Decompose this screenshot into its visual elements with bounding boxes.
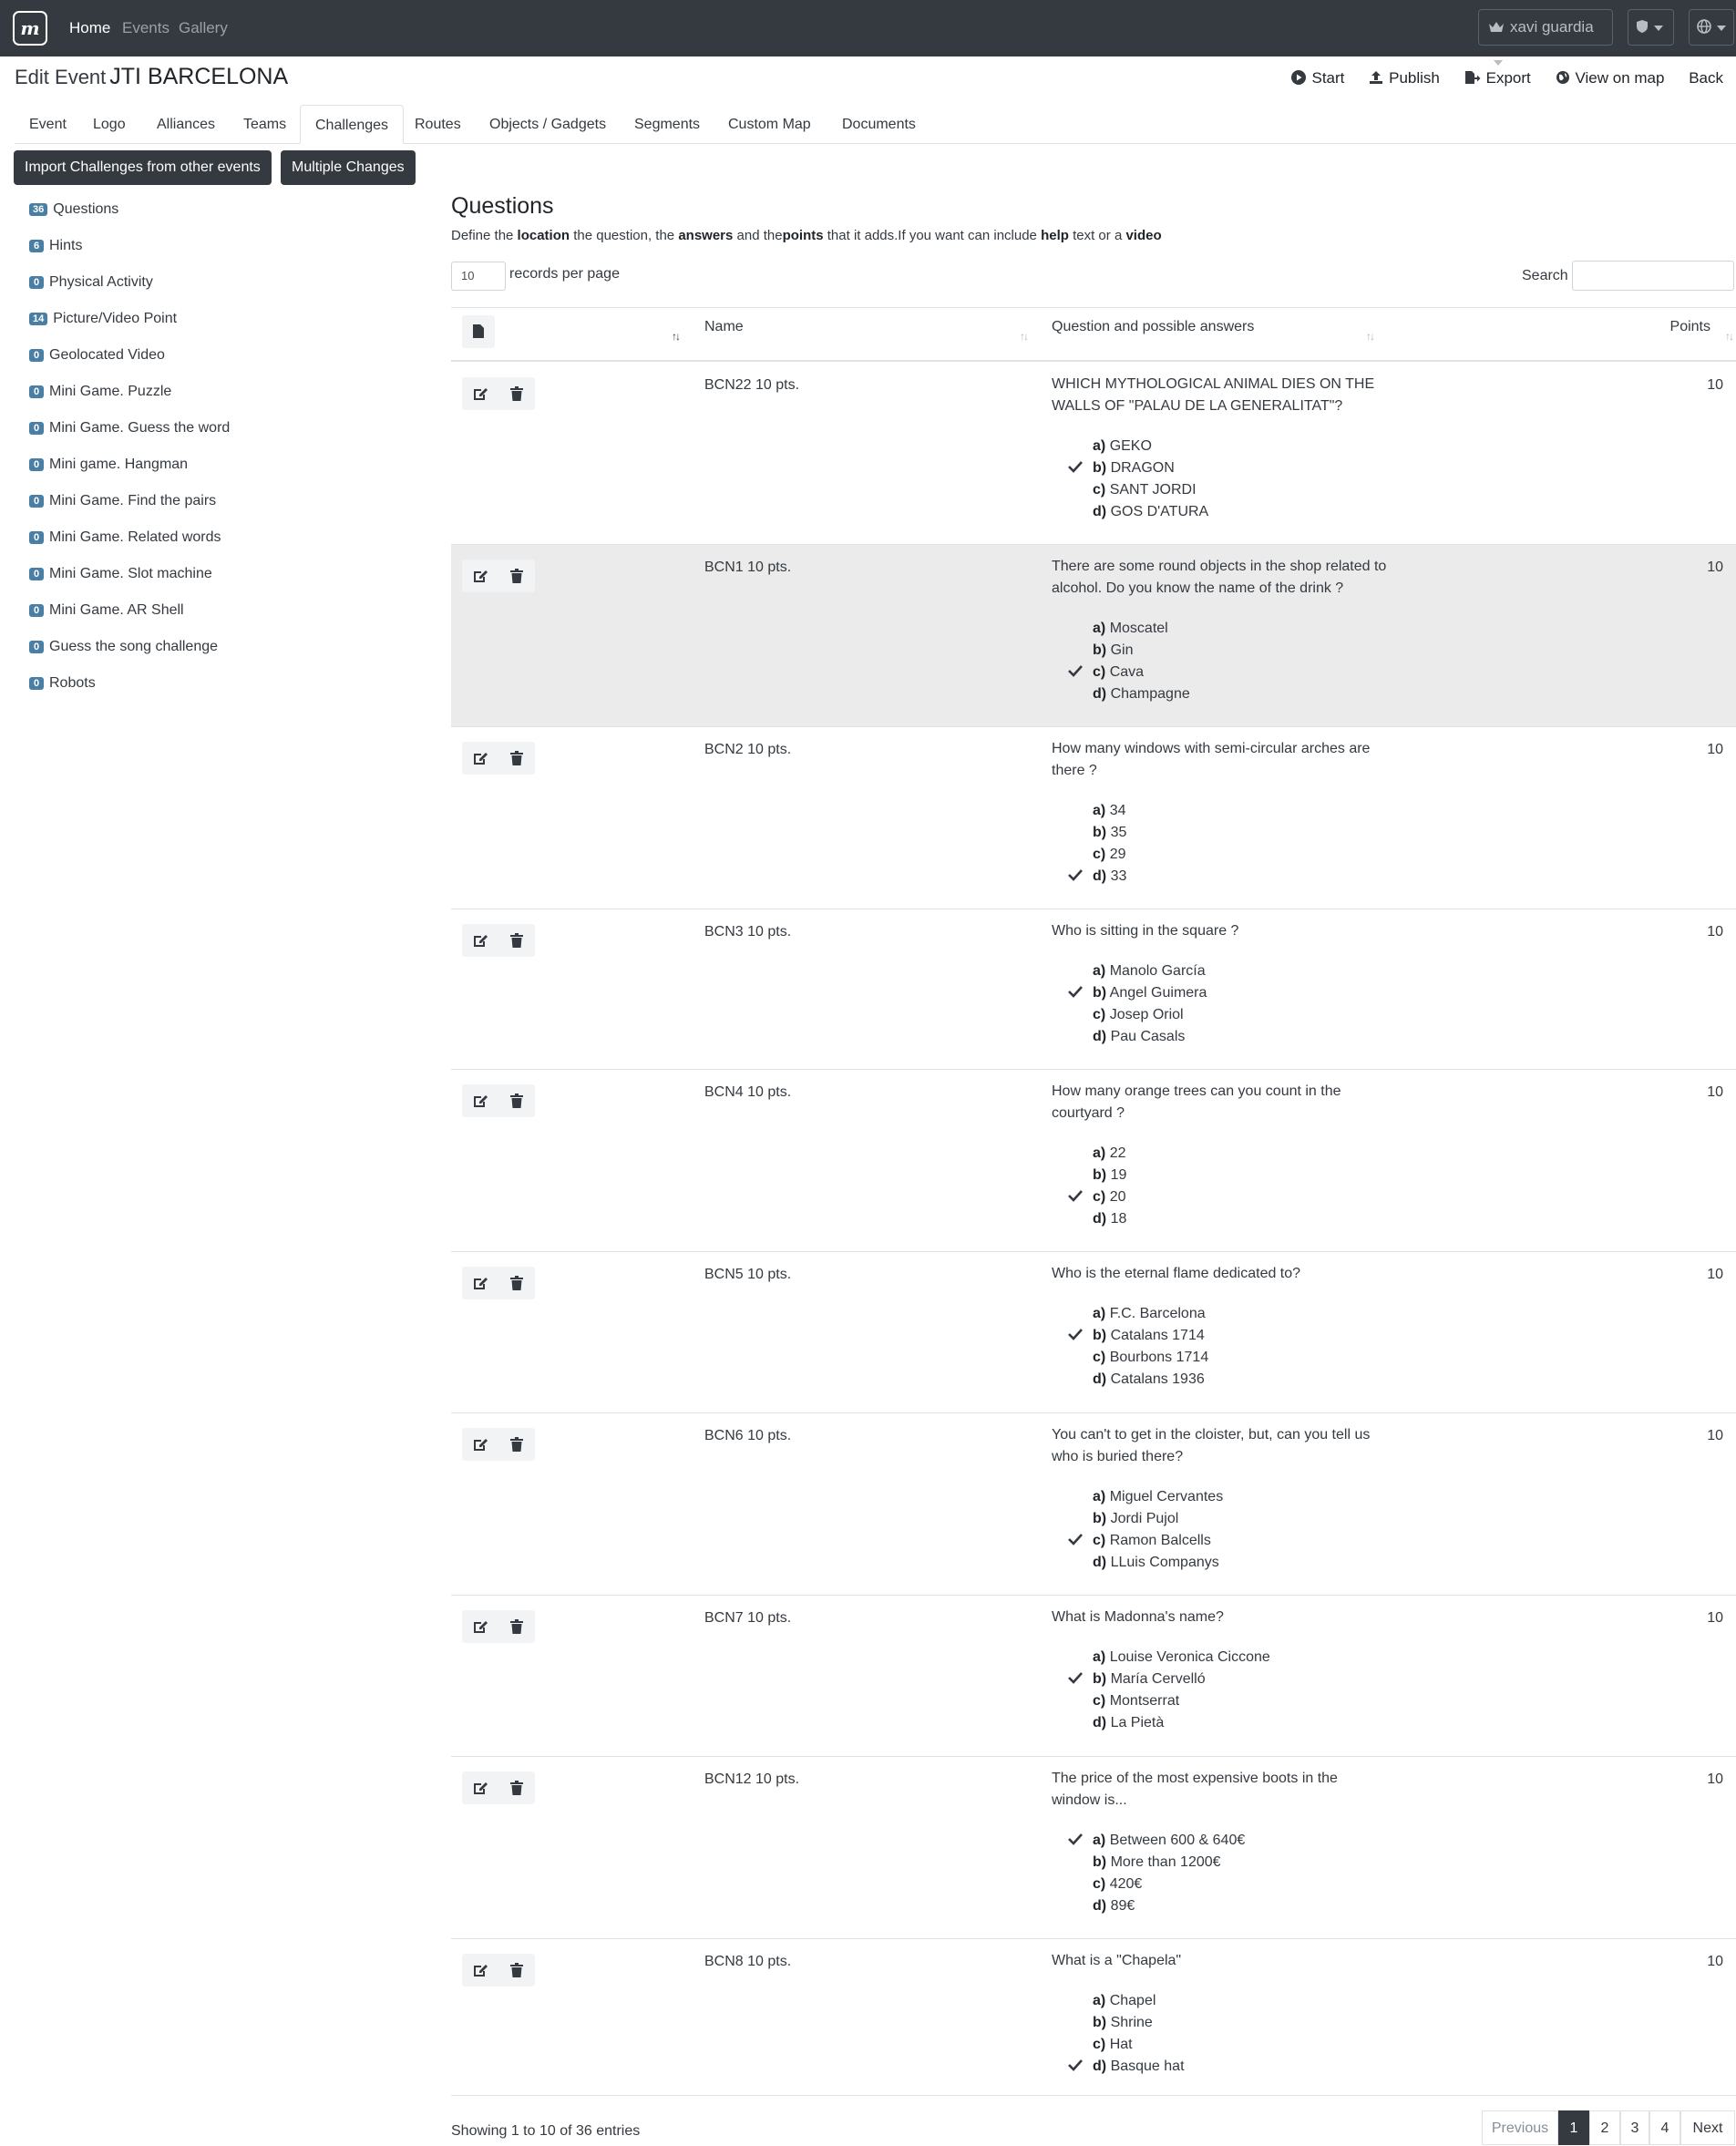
count-badge: 0 [29, 385, 44, 398]
header-actions [1271, 69, 1723, 87]
trash-icon [510, 1437, 523, 1452]
answer-option: d) 89€ [1093, 1898, 1135, 1914]
table-row [451, 727, 1736, 909]
answer-option: c) Bourbons 1714 [1093, 1350, 1209, 1365]
points-value: 10 [1707, 924, 1723, 940]
table-row [451, 909, 1736, 1070]
sort-icon[interactable]: ↑↓ [1725, 330, 1732, 343]
export-button[interactable] [1464, 69, 1531, 87]
sidebar-item-label: Mini Game. Slot machine [49, 566, 212, 581]
sidebar-item-guess-the-song[interactable] [29, 639, 218, 655]
answer-option: c) 20 [1088, 1186, 1126, 1208]
edit-icon [473, 1963, 489, 1977]
edit-icon [473, 1781, 489, 1795]
count-badge: 0 [29, 495, 44, 508]
sidebar-item-slot-machine[interactable] [29, 566, 212, 582]
back-link[interactable]: Back [1689, 69, 1723, 87]
answer-option: d) GOS D'ATURA [1093, 504, 1209, 519]
sidebar-item-hangman[interactable] [29, 457, 188, 473]
column-header-question[interactable]: Question and possible answers [1052, 319, 1255, 334]
count-badge: 0 [29, 604, 44, 617]
answer-option: b) Jordi Pujol [1093, 1511, 1179, 1526]
answer-option: d) 33 [1088, 866, 1126, 888]
answer-option: b) Catalans 1714 [1088, 1325, 1208, 1347]
tab-challenges[interactable]: Challenges [300, 105, 404, 144]
sidebar-item-label: Mini game. Hangman [49, 457, 189, 472]
edit-button[interactable] [462, 1610, 498, 1643]
edit-button[interactable] [462, 742, 498, 775]
edit-button[interactable] [462, 560, 498, 592]
edit-button[interactable] [462, 1084, 498, 1117]
check-icon [1068, 1671, 1083, 1684]
records-per-page-select[interactable]: 10 [451, 262, 506, 291]
answer-list [1088, 436, 1208, 523]
row-actions [462, 377, 535, 410]
sidebar-item-label: Mini Game. Puzzle [49, 384, 172, 399]
page-title-prefix: Edit Event [15, 66, 107, 88]
answer-option: c) Montserrat [1093, 1693, 1180, 1709]
delete-button[interactable] [498, 1610, 535, 1643]
challenge-name: BCN7 10 pts. [704, 1610, 792, 1626]
question-text: Who is sitting in the square ? [1052, 923, 1239, 939]
table-row [451, 545, 1736, 727]
sidebar-item-guess-the-word[interactable] [29, 420, 230, 436]
shield-icon [1636, 19, 1649, 34]
check-icon [1068, 1189, 1083, 1202]
question-text: The price of the most expensive boots in the window is... [1052, 1771, 1338, 1808]
challenge-name: BCN12 10 pts. [704, 1771, 800, 1787]
count-badge: 36 [29, 203, 47, 216]
answer-option: b) María Cervelló [1088, 1669, 1270, 1690]
brand-logo[interactable]: m [13, 11, 47, 46]
count-badge: 0 [29, 677, 44, 690]
table-row [451, 1252, 1736, 1413]
answer-option: d) LLuis Companys [1093, 1555, 1219, 1570]
challenge-name: BCN2 10 pts. [704, 742, 792, 757]
answer-option: b) 19 [1093, 1167, 1127, 1183]
edit-button[interactable] [462, 1267, 498, 1299]
section-description: Define the location the question, the answers and thepoints that it adds.If you want can include help text or a video [451, 228, 1162, 243]
answer-option: a) 22 [1093, 1145, 1126, 1161]
sidebar-item-robots[interactable] [29, 675, 96, 692]
tab-custom-map[interactable]: Custom Map [728, 117, 811, 132]
challenge-name: BCN3 10 pts. [704, 924, 792, 940]
answer-option: a) F.C. Barcelona [1093, 1306, 1206, 1321]
answer-list [1088, 1486, 1223, 1574]
user-name: xavi guardia [1510, 18, 1594, 36]
row-actions [462, 1428, 535, 1461]
file-export-icon [1464, 70, 1481, 85]
tab-routes[interactable]: Routes [415, 117, 461, 132]
count-badge: 0 [29, 641, 44, 653]
trash-icon [510, 1963, 523, 1977]
sidebar-item-picture-video-point[interactable] [29, 311, 177, 327]
edit-button[interactable] [462, 377, 498, 410]
challenge-name: BCN4 10 pts. [704, 1084, 792, 1100]
answer-list [1088, 960, 1207, 1048]
sidebar-item-label: Guess the song challenge [49, 639, 219, 654]
table-header [451, 307, 1736, 362]
sidebar-item-label: Mini Game. AR Shell [49, 602, 184, 618]
points-value: 10 [1707, 742, 1723, 757]
edit-icon [473, 569, 489, 583]
row-actions [462, 924, 535, 957]
count-badge: 0 [29, 422, 44, 435]
sidebar-item-ar-shell[interactable] [29, 602, 184, 619]
check-icon [1068, 664, 1083, 677]
row-actions [462, 1610, 535, 1643]
points-value: 10 [1707, 1428, 1723, 1443]
check-icon [1068, 1833, 1083, 1845]
nav-events-link[interactable]: Events [122, 19, 169, 36]
answer-option: c) Hat [1093, 2037, 1133, 2052]
search-label: Search [1522, 268, 1568, 283]
edit-icon [473, 1437, 489, 1452]
view-on-map-button[interactable] [1556, 69, 1665, 87]
pagination-page-2[interactable]: 2 [1589, 2110, 1620, 2145]
multiple-changes-button[interactable]: Multiple Changes [281, 150, 416, 185]
answer-option: a) Louise Veronica Ciccone [1093, 1649, 1270, 1665]
globe-icon [1697, 19, 1711, 34]
edit-button[interactable] [462, 1428, 498, 1461]
count-badge: 0 [29, 276, 44, 289]
sidebar-item-label: Physical Activity [49, 274, 153, 290]
sidebar-item-label: Robots [49, 675, 96, 691]
question-text: WHICH MYTHOLOGICAL ANIMAL DIES ON THE WALLS OF "PALAU DE LA GENERALITAT"? [1052, 376, 1375, 414]
sidebar-item-related-words[interactable] [29, 529, 221, 546]
answer-option: b) More than 1200€ [1093, 1854, 1221, 1870]
search-input[interactable] [1572, 261, 1734, 291]
answer-list [1088, 1143, 1126, 1230]
edit-icon [473, 933, 489, 948]
answer-option: b) DRAGON [1088, 457, 1208, 479]
delete-button[interactable] [498, 1084, 535, 1117]
entries-info: Showing 1 to 10 of 36 entries [451, 2123, 641, 2139]
play-circle-icon [1291, 70, 1306, 85]
sort-icon[interactable]: ↑↓ [1020, 330, 1027, 343]
count-badge: 0 [29, 568, 44, 580]
records-per-page-label: records per page [509, 266, 620, 282]
points-value: 10 [1707, 560, 1723, 575]
answer-option: d) Champagne [1093, 686, 1190, 702]
sidebar-item-label: Mini Game. Related words [49, 529, 221, 545]
tab-event[interactable]: Event [29, 117, 67, 132]
delete-button[interactable] [498, 924, 535, 957]
sidebar-item-physical-activity[interactable] [29, 274, 153, 291]
sidebar-item-puzzle[interactable] [29, 384, 171, 400]
check-icon [1068, 2059, 1083, 2071]
answer-list [1088, 618, 1190, 705]
publish-button[interactable] [1369, 69, 1440, 87]
sidebar-item-hints[interactable] [29, 238, 82, 254]
trash-icon [510, 1619, 523, 1634]
upload-icon [1369, 70, 1383, 85]
answer-list [1088, 800, 1126, 888]
answer-list [1088, 1990, 1185, 2078]
challenge-name: BCN8 10 pts. [704, 1954, 792, 1969]
points-value: 10 [1707, 1771, 1723, 1787]
page-title [15, 64, 288, 90]
question-text: What is Madonna's name? [1052, 1609, 1224, 1625]
publish-label: Publish [1389, 69, 1440, 87]
edit-button[interactable] [462, 1954, 498, 1987]
event-tabs [15, 105, 1736, 144]
answer-list [1088, 1830, 1245, 1917]
delete-button[interactable] [498, 377, 535, 410]
chevron-down-icon [1494, 60, 1503, 66]
delete-button[interactable] [498, 1771, 535, 1804]
answer-option: a) GEKO [1093, 438, 1152, 454]
count-badge: 0 [29, 531, 44, 544]
check-icon [1068, 868, 1083, 881]
edit-button[interactable] [462, 1771, 498, 1804]
export-label: Export [1485, 69, 1531, 87]
column-header-name[interactable]: Name [704, 319, 744, 334]
answer-option: a) Miguel Cervantes [1093, 1489, 1224, 1504]
edit-icon [473, 1619, 489, 1634]
sidebar-item-geolocated-video[interactable] [29, 347, 165, 364]
row-actions [462, 1771, 535, 1804]
tab-documents[interactable]: Documents [842, 117, 916, 132]
check-icon [1068, 460, 1083, 473]
globe-icon [1556, 70, 1570, 85]
role-menu-button[interactable] [1628, 9, 1674, 46]
answer-option: c) 29 [1093, 847, 1126, 862]
answer-option: a) Moscatel [1093, 621, 1168, 636]
challenge-name: BCN22 10 pts. [704, 377, 800, 393]
nav-gallery-link[interactable]: Gallery [179, 19, 228, 36]
answer-option: a) 34 [1093, 803, 1126, 818]
edit-icon [473, 386, 489, 401]
question-text: You can't to get in the cloister, but, can you tell us who is buried there? [1052, 1427, 1371, 1464]
pagination-page-4[interactable]: 4 [1649, 2110, 1680, 2145]
answer-list [1088, 1647, 1270, 1734]
edit-button[interactable] [462, 924, 498, 957]
sort-icon[interactable]: ↑↓ [1366, 330, 1373, 343]
row-actions [462, 742, 535, 775]
event-name: JTI BARCELONA [109, 64, 289, 89]
points-value: 10 [1707, 1610, 1723, 1626]
delete-button[interactable] [498, 1954, 535, 1987]
pagination-page-3[interactable]: 3 [1620, 2110, 1649, 2145]
answer-option: a) Chapel [1093, 1993, 1156, 2008]
count-badge: 6 [29, 240, 44, 252]
question-text: How many windows with semi-circular arches are there ? [1052, 741, 1371, 778]
delete-button[interactable] [498, 742, 535, 775]
check-icon [1068, 1533, 1083, 1545]
count-badge: 0 [29, 458, 44, 471]
table-row [451, 1757, 1736, 1939]
question-text: Who is the eternal flame dedicated to? [1052, 1266, 1301, 1281]
chevron-down-icon [1654, 26, 1663, 31]
row-actions [462, 1954, 535, 1987]
answer-option: c) Ramon Balcells [1088, 1530, 1223, 1552]
answer-option: d) Basque hat [1088, 2056, 1185, 2078]
table-row [451, 1413, 1736, 1596]
edit-icon [473, 1094, 489, 1108]
file-icon [473, 324, 484, 338]
column-header-points[interactable]: Points [1669, 319, 1710, 334]
delete-button[interactable] [498, 1428, 535, 1461]
sort-icon[interactable]: ↑↓ [672, 330, 679, 343]
answer-option: c) SANT JORDI [1093, 482, 1197, 498]
tab-alliances[interactable]: Alliances [157, 117, 216, 132]
count-badge: 0 [29, 349, 44, 362]
answer-option: d) Pau Casals [1093, 1029, 1186, 1044]
answer-option: b) Shrine [1093, 2015, 1153, 2030]
language-menu-button[interactable] [1689, 9, 1734, 46]
check-icon [1068, 985, 1083, 998]
delete-button[interactable] [498, 1267, 535, 1299]
pagination-next[interactable]: Next [1680, 2110, 1735, 2145]
import-challenges-button[interactable]: Import Challenges from other events [14, 150, 272, 185]
table-row [451, 1070, 1736, 1252]
file-button[interactable] [462, 315, 495, 348]
view-on-map-label: View on map [1575, 69, 1665, 87]
check-icon [1068, 1328, 1083, 1340]
count-badge: 14 [29, 313, 47, 325]
table-row [451, 363, 1736, 545]
tab-logo[interactable]: Logo [93, 117, 126, 132]
challenge-name: BCN6 10 pts. [704, 1428, 792, 1443]
start-button[interactable] [1291, 69, 1344, 87]
pagination-previous[interactable]: Previous [1482, 2110, 1558, 2145]
trash-icon [510, 751, 523, 765]
points-value: 10 [1707, 1954, 1723, 1969]
points-value: 10 [1707, 377, 1723, 393]
nav-home-link[interactable]: Home [69, 19, 111, 36]
sidebar-item-label: Geolocated Video [49, 347, 165, 363]
question-text: How many orange trees can you count in the courtyard ? [1052, 1083, 1341, 1121]
answer-option: d) 18 [1093, 1211, 1127, 1227]
trash-icon [510, 1781, 523, 1795]
question-text: There are some round objects in the shop related to alcohol. Do you know the name of the drink ? [1052, 559, 1387, 596]
edit-icon [473, 1276, 489, 1290]
trash-icon [510, 1094, 523, 1108]
start-label: Start [1311, 69, 1345, 87]
answer-option: c) 420€ [1093, 1876, 1143, 1892]
answer-option: b) 35 [1093, 825, 1127, 840]
tab-teams[interactable]: Teams [243, 117, 287, 132]
trash-icon [510, 1276, 523, 1290]
trash-icon [510, 386, 523, 401]
sidebar-item-find-the-pairs[interactable] [29, 493, 216, 509]
trash-icon [510, 933, 523, 948]
table-row [451, 1939, 1736, 2096]
challenge-name: BCN1 10 pts. [704, 560, 792, 575]
question-text: What is a "Chapela" [1052, 1953, 1182, 1968]
answer-option: c) Cava [1088, 662, 1190, 683]
row-actions [462, 1267, 535, 1299]
sidebar-item-label: Picture/Video Point [53, 311, 178, 326]
sidebar-item-label: Questions [53, 201, 119, 217]
sidebar-item-label: Mini Game. Guess the word [49, 420, 231, 436]
crown-icon [1488, 21, 1505, 34]
answer-option: a) Between 600 & 640€ [1088, 1830, 1245, 1852]
answer-option: d) Catalans 1936 [1093, 1371, 1205, 1387]
answer-option: b) Angel Guimera [1088, 982, 1207, 1004]
sidebar-item-label: Hints [49, 238, 83, 253]
answer-option: c) Josep Oriol [1093, 1007, 1184, 1022]
answer-option: b) Gin [1093, 642, 1134, 658]
delete-button[interactable] [498, 560, 535, 592]
answer-list [1088, 1303, 1208, 1391]
sidebar-item-label: Mini Game. Find the pairs [49, 493, 217, 508]
challenge-name: BCN5 10 pts. [704, 1267, 792, 1282]
top-navbar [0, 0, 1736, 56]
table-row [451, 1596, 1736, 1757]
points-value: 10 [1707, 1084, 1723, 1100]
chevron-down-icon [1717, 26, 1726, 31]
answer-option: d) La Pietà [1093, 1715, 1165, 1730]
tab-segments[interactable]: Segments [634, 117, 701, 132]
edit-icon [473, 751, 489, 765]
row-actions [462, 560, 535, 592]
section-title: Questions [451, 193, 554, 219]
pagination-page-1[interactable]: 1 [1558, 2110, 1589, 2145]
tab-objects-gadgets[interactable]: Objects / Gadgets [489, 117, 607, 132]
answer-option: a) Manolo García [1093, 963, 1206, 979]
user-menu-button[interactable] [1478, 9, 1613, 46]
points-value: 10 [1707, 1267, 1723, 1282]
sidebar-item-questions[interactable] [29, 201, 118, 218]
row-actions [462, 1084, 535, 1117]
trash-icon [510, 569, 523, 583]
